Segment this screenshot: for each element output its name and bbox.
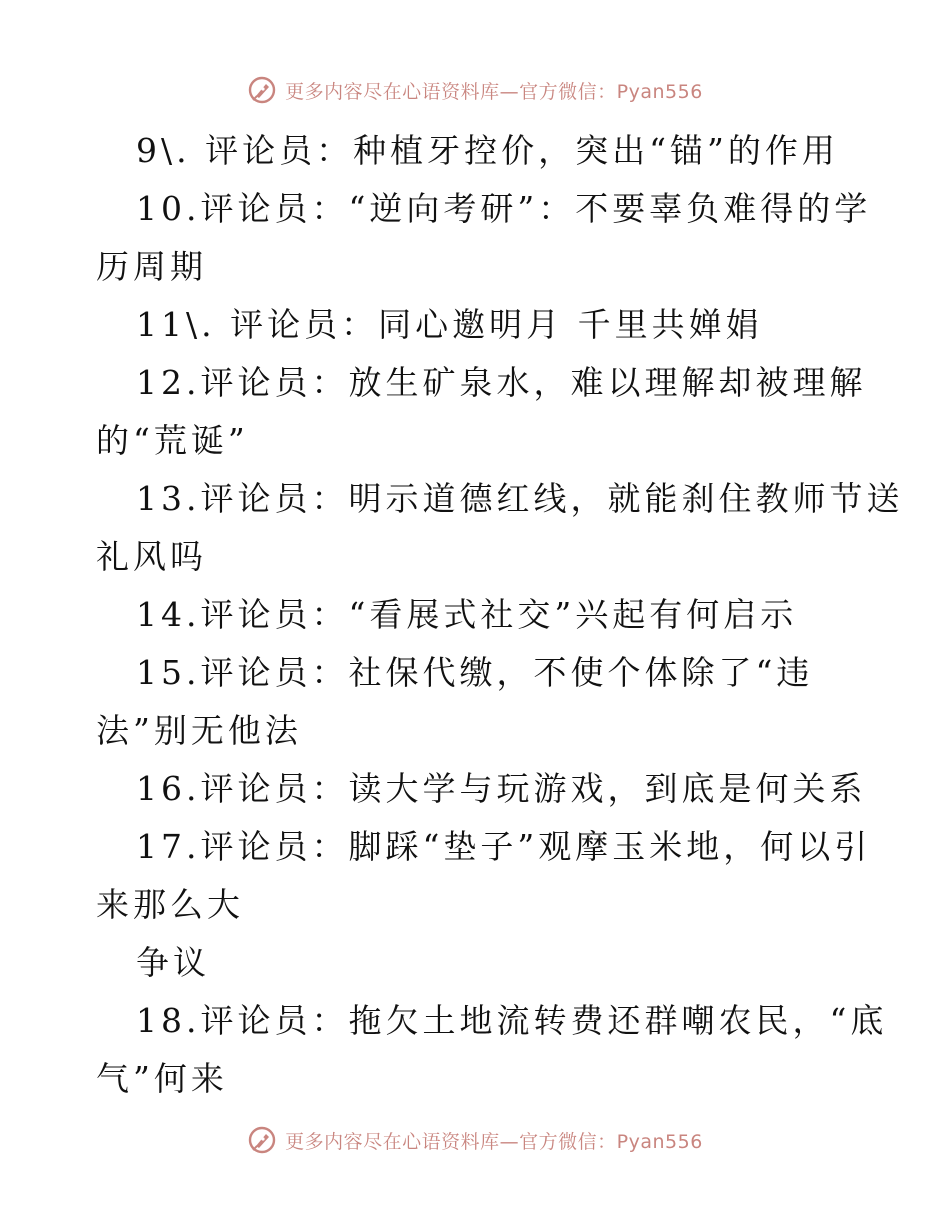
pen-nib-logo-icon [247,75,277,105]
text-line: 18.评论员：拖欠土地流转费还群嘲农民，“底 [136,1001,888,1040]
document-body [96,122,904,1108]
text-line: 10.评论员：“逆向考研”：不要辜负难得的学 [136,189,872,228]
text-line: 12.评论员：放生矿泉水，难以理解却被理解 [136,363,867,402]
watermark-text: 更多内容尽在心语资料库—官方微信：Pyan556 [285,1130,703,1153]
header-watermark [0,73,950,107]
text-line: 礼风吗 [96,537,207,576]
text-line: 争议 [136,943,210,982]
text-line: 的“荒诞” [96,421,249,460]
watermark-text: 更多内容尽在心语资料库—官方微信：Pyan556 [285,80,703,103]
text-line: 来那么大 [96,885,244,924]
text-line: 历周期 [96,247,207,286]
text-line: 14.评论员：“看展式社交”兴起有何启示 [136,595,798,634]
text-line: 气”何来 [96,1059,228,1098]
text-line: 9\. 评论员：种植牙控价，突出“锚”的作用 [136,131,839,170]
text-line: 13.评论员：明示道德红线，就能刹住教师节送 [136,479,904,518]
text-line: 15.评论员：社保代缴，不使个体除了“违 [136,653,814,692]
footer-watermark [0,1123,950,1157]
text-line: 16.评论员：读大学与玩游戏，到底是何关系 [136,769,867,808]
pen-nib-logo-icon [247,1125,277,1155]
text-line: 法”别无他法 [96,711,302,750]
text-line: 11\. 评论员：同心邀明月 千里共婵娟 [136,305,763,344]
text-line: 17.评论员：脚踩“垫子”观摩玉米地，何以引 [136,827,872,866]
